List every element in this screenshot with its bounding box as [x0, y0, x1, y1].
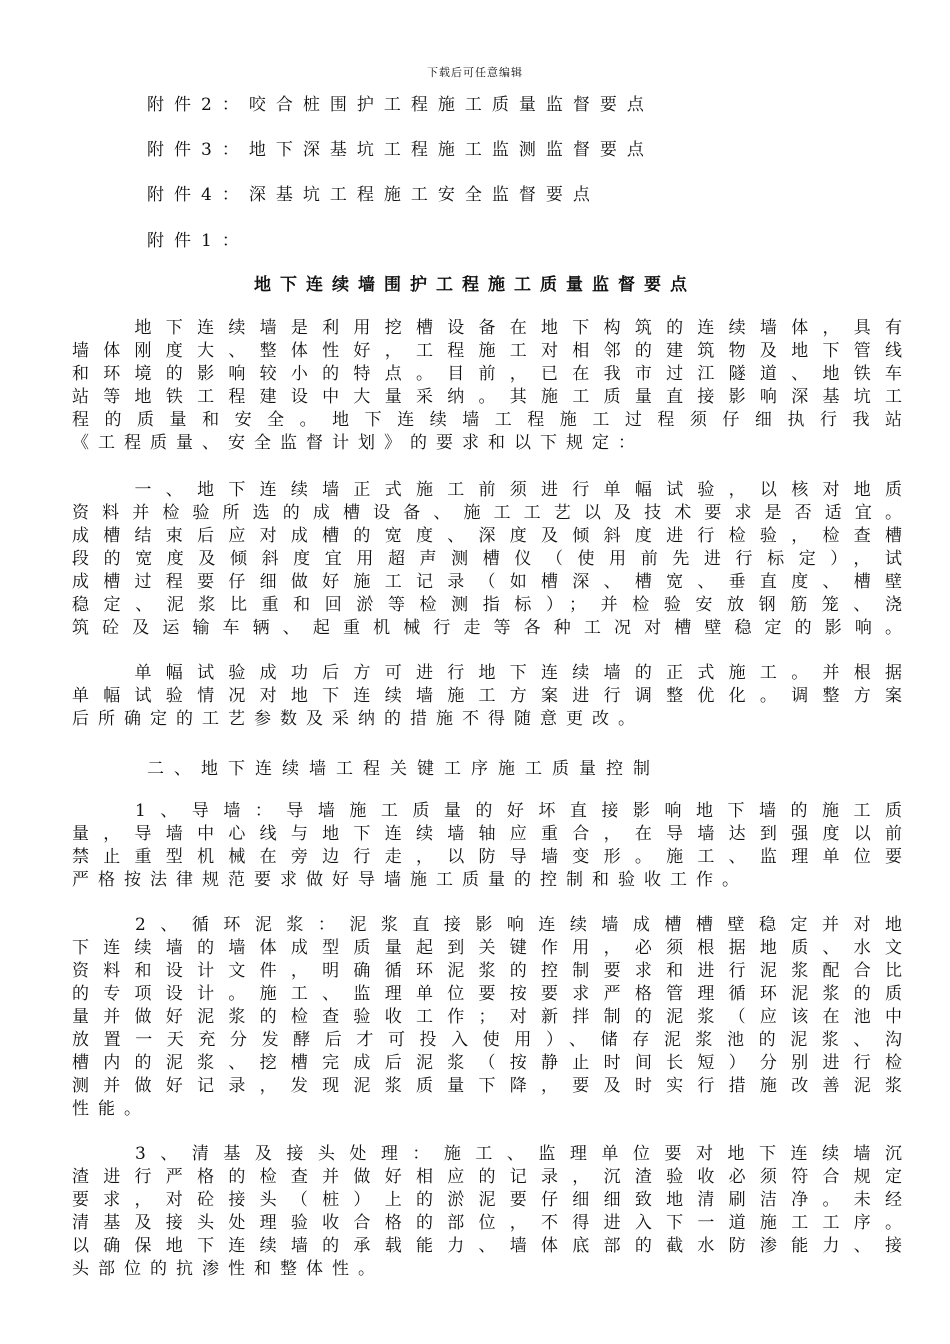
- text-line: 量并做好泥浆的检查验收工作；对新拌制的泥浆（应该在池中: [72, 1007, 902, 1027]
- text-line: 和环境的影响较小的特点。目前，已在我市过江隧道、地铁车: [72, 364, 902, 384]
- section-2-heading: 二、地下连续墙工程关键工序施工质量控制: [147, 759, 660, 779]
- text-line: 清基及接头处理验收合格的部位，不得进入下一道施工工序。: [72, 1213, 902, 1233]
- text-line: 成槽结束后应对成槽的宽度、深度及倾斜度进行检验，检查槽: [72, 526, 902, 546]
- text-line: 资料并检验所选的成槽设备、施工工艺以及技术要求是否适宜。: [72, 503, 902, 523]
- item-2-paragraph: [72, 914, 902, 1121]
- text-line: 《工程质量、安全监督计划》的要求和以下规定：: [72, 433, 644, 453]
- text-line: 3、清基及接头处理：施工、监理单位要对地下连续墙沉: [72, 1144, 902, 1164]
- text-line: 后所确定的工艺参数及采纳的措施不得随意更改。: [72, 709, 644, 729]
- text-line: 单幅试验成功后方可进行地下连续墙的正式施工。并根据: [72, 663, 902, 683]
- text-line: 地下连续墙是利用挖槽设备在地下构筑的连续墙体，具有: [72, 318, 902, 338]
- header-note: 下载后可任意编辑: [427, 66, 523, 79]
- text-line: 头部位的抗渗性和整体性。: [72, 1259, 384, 1279]
- attachment-line-3: 附件3：地下深基坑工程施工监测监督要点: [147, 140, 654, 160]
- text-line: 测并做好记录，发现泥浆质量下降，要及时实行措施改善泥浆: [72, 1076, 902, 1096]
- text-line: 单幅试验情况对地下连续墙施工方案进行调整优化。调整方案: [72, 686, 902, 706]
- text-line: 放置一天充分发酵后才可投入使用）、储存泥浆池的泥浆、沟: [72, 1030, 902, 1050]
- text-line: 筑砼及运输车辆、起重机械行走等各种工况对槽壁稳定的影响。: [72, 618, 902, 638]
- item-1-paragraph: [72, 800, 902, 892]
- document-title: 地下连续墙围护工程施工质量监督要点: [254, 275, 696, 295]
- text-line: 严格按法律规范要求做好导墙施工质量的控制和验收工作。: [72, 870, 748, 890]
- text-line: 的专项设计。施工、监理单位要按要求严格管理循环泥浆的质: [72, 984, 902, 1004]
- section-1-followup-paragraph: [72, 662, 902, 731]
- text-line: 成槽过程要仔细做好施工记录（如槽深、槽宽、垂直度、槽壁: [72, 572, 902, 592]
- text-line: 一、地下连续墙正式施工前须进行单幅试验，以核对地质: [72, 480, 902, 500]
- item-3-paragraph: [72, 1143, 902, 1281]
- text-line: 程的质量和安全。地下连续墙工程施工过程须仔细执行我站: [72, 410, 902, 430]
- attachment-line-2: 附件2：咬合桩围护工程施工质量监督要点: [147, 95, 654, 115]
- text-line: 资料和设计文件，明确循环泥浆的控制要求和进行泥浆配合比: [72, 961, 902, 981]
- attachment-line-1: 附件1：: [147, 231, 249, 251]
- text-line: 下连续墙的墙体成型质量起到关键作用，必须根据地质、水文: [72, 938, 902, 958]
- text-line: 稳定、泥浆比重和回淤等检测指标）；并检验安放钢筋笼、浇: [72, 595, 902, 615]
- text-line: 以确保地下连续墙的承载能力、墙体底部的截水防渗能力、接: [72, 1236, 902, 1256]
- section-1-paragraph: [72, 479, 902, 640]
- text-line: 段的宽度及倾斜度宜用超声测槽仪（使用前先进行标定），试: [72, 549, 902, 569]
- text-line: 禁止重型机械在旁边行走，以防导墙变形。施工、监理单位要: [72, 847, 902, 867]
- intro-paragraph: [72, 317, 902, 455]
- text-line: 2、循环泥浆：泥浆直接影响连续墙成槽槽壁稳定并对地: [72, 915, 902, 935]
- text-line: 量，导墙中心线与地下连续墙轴应重合，在导墙达到强度以前: [72, 824, 902, 844]
- text-line: 槽内的泥浆、挖槽完成后泥浆（按静止时间长短）分别进行检: [72, 1053, 902, 1073]
- text-line: 渣进行严格的检查并做好相应的记录，沉渣验收必须符合规定: [72, 1167, 902, 1187]
- text-line: 1、导墙：导墙施工质量的好坏直接影响地下墙的施工质: [72, 801, 902, 821]
- text-line: 要求，对砼接头（桩）上的淤泥要仔细细致地清刷洁净。未经: [72, 1190, 902, 1210]
- attachment-line-4: 附件4：深基坑工程施工安全监督要点: [147, 185, 600, 205]
- text-line: 站等地铁工程建设中大量采纳。其施工质量直接影响深基坑工: [72, 387, 902, 407]
- text-line: 墙体刚度大、整体性好，工程施工对相邻的建筑物及地下管线: [72, 341, 902, 361]
- text-line: 性能。: [72, 1099, 150, 1119]
